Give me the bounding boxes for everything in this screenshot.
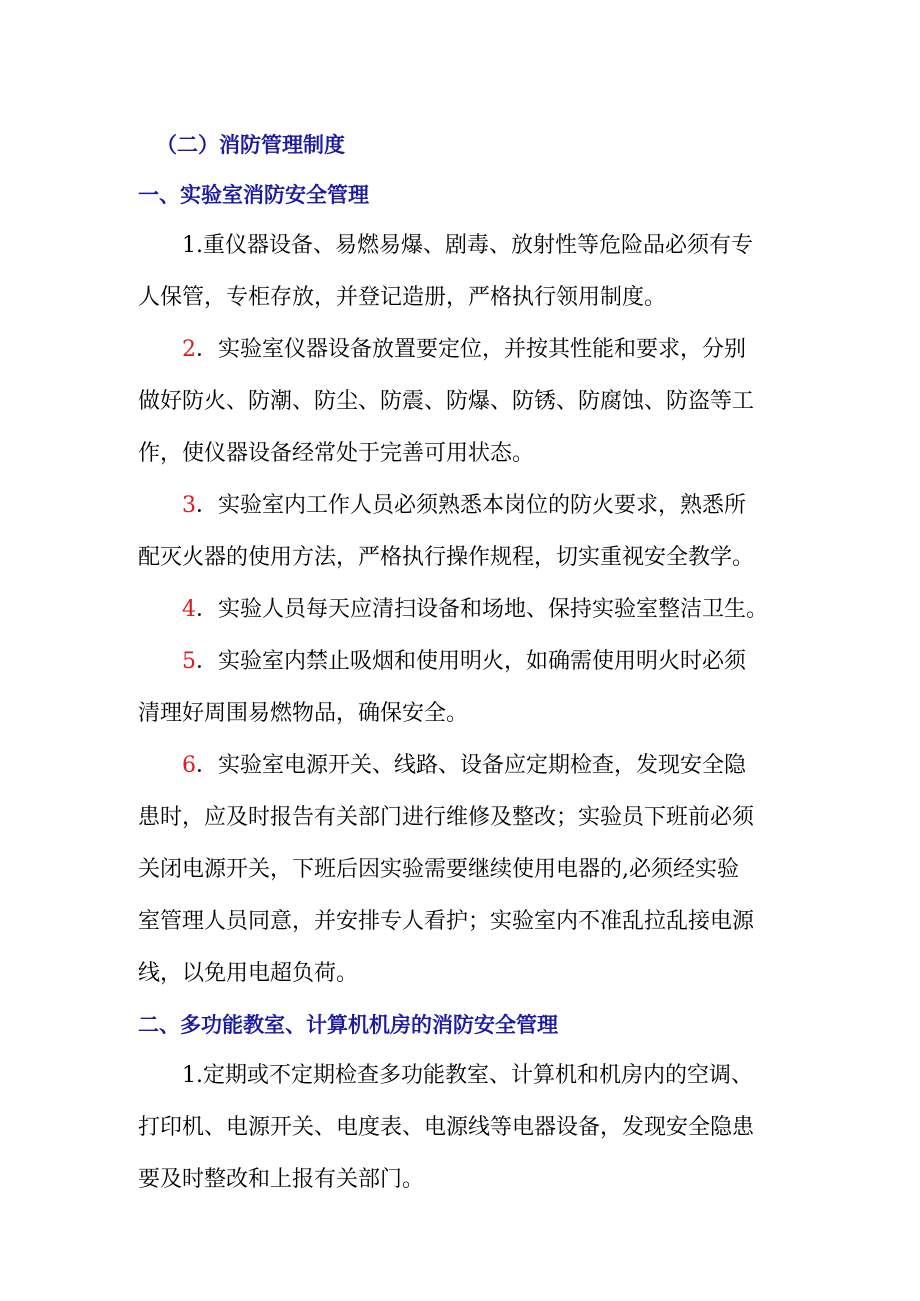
list-item	[138, 220, 788, 324]
item-number: 4	[182, 597, 196, 622]
item-text-line: 重仪器设备、易燃易爆、剧毒、放射性等危险品必须有专	[203, 233, 754, 258]
item-number: 1	[182, 233, 196, 258]
list-item	[138, 324, 788, 480]
item-number: 1	[182, 1063, 196, 1088]
item-text-line: 要及时整改和上报有关部门。	[138, 1167, 425, 1192]
item-separator: ．	[196, 597, 219, 622]
item-text-line: 室管理人员同意，并安排专人看护；实验室内不准乱拉乱接电源	[138, 909, 755, 934]
item-text-line: 清理好周围易燃物品，确保安全。	[138, 701, 469, 726]
item-number: 2	[182, 337, 196, 362]
sections-container	[138, 170, 788, 1206]
item-text-line: 做好防火、防潮、防尘、防震、防爆、防锈、防腐蚀、防盗等工	[138, 389, 755, 414]
section-heading: 一、实验室消防安全管理	[138, 183, 369, 207]
item-text-line: 打印机、电源开关、电度表、电源线等电器设备，发现安全隐患	[138, 1115, 755, 1140]
list-item	[138, 740, 788, 1000]
item-number: 5	[182, 649, 196, 674]
item-text-line: 实验室仪器设备放置要定位，并按其性能和要求，分别	[218, 337, 747, 362]
item-number: 6	[182, 753, 196, 778]
list-item	[138, 636, 788, 740]
item-text-line: 作，使仪器设备经常处于完善可用状态。	[138, 441, 535, 466]
item-separator: ．	[196, 337, 219, 362]
item-separator: .	[196, 233, 203, 258]
item-text-line: 实验室内工作人员必须熟悉本岗位的防火要求，熟悉所	[218, 493, 747, 518]
item-text-line: 配灭火器的使用方法，严格执行操作规程，切实重视安全教学。	[138, 545, 755, 570]
item-text-line: 线，以免用电超负荷。	[138, 961, 359, 986]
item-text-line: 患时，应及时报告有关部门进行维修及整改；实验员下班前必须	[138, 805, 755, 830]
doc-title: （二）消防管理制度	[156, 133, 345, 157]
item-separator: ．	[196, 649, 219, 674]
item-text-line: 实验人员每天应清扫设备和场地、保持实验室整洁卫生。	[218, 597, 769, 622]
item-text-line: 定期或不定期检查多功能教室、计算机和机房内的空调、	[203, 1063, 754, 1088]
list-item	[138, 480, 788, 584]
document-content	[138, 120, 788, 1206]
section-heading: 二、多功能教室、计算机机房的消防安全管理	[138, 1013, 558, 1037]
list-item	[138, 584, 788, 636]
list-item	[138, 1050, 788, 1206]
item-separator: ．	[196, 753, 219, 778]
item-text-line: 实验室电源开关、线路、设备应定期检查，发现安全隐	[218, 753, 747, 778]
item-text-line: 实验室内禁止吸烟和使用明火，如确需使用明火时必须	[218, 649, 747, 674]
item-separator: ．	[196, 493, 219, 518]
item-number: 3	[182, 493, 196, 518]
item-text-line: 人保管，专柜存放，并登记造册，严格执行领用制度。	[138, 285, 667, 310]
item-text-line: 关闭电源开关，下班后因实验需要继续使用电器的,必须经实验	[138, 857, 739, 882]
item-separator: .	[196, 1063, 203, 1088]
